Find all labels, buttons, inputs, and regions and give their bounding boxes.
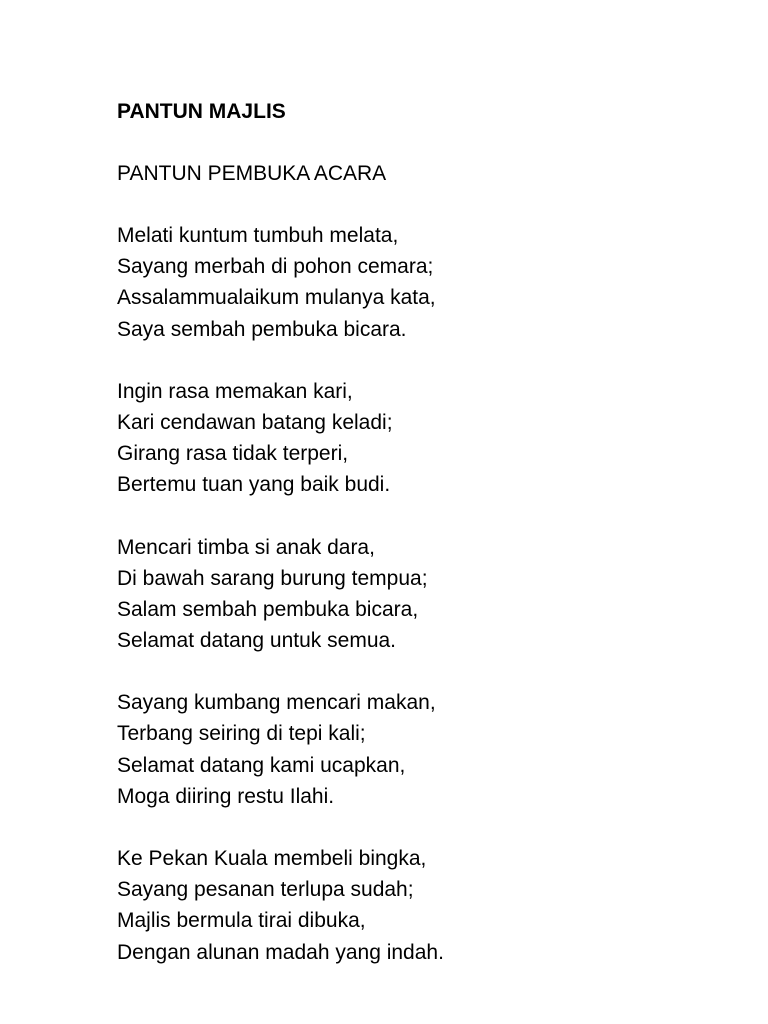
document-body — [117, 96, 737, 999]
stanza-line: Selamat datang kami ucapkan, — [117, 753, 406, 777]
stanza-line: Saya sembah pembuka bicara. — [117, 317, 407, 341]
stanza-1 — [117, 220, 737, 345]
stanza-line: Kari cendawan batang keladi; — [117, 410, 393, 434]
stanza-line: Majlis bermula tirai dibuka, — [117, 909, 366, 933]
stanza-line: Ke Pekan Kuala membeli bingka, — [117, 847, 427, 870]
stanza-line: Sayang pesanan terlupa sudah; — [117, 878, 414, 902]
stanza-2 — [117, 376, 737, 501]
stanza-line: Bertemu tuan yang baik budi. — [117, 473, 391, 497]
stanza-line: Girang rasa tidak terperi, — [117, 442, 349, 466]
stanza-list — [117, 220, 737, 968]
stanza-line: Terbang seiring di tepi kali; — [117, 722, 366, 746]
stanza-line: Salam sembah pembuka bicara, — [117, 597, 419, 621]
stanza-line: Mencari timba si anak dara, — [117, 535, 375, 559]
stanza-line: Moga diiring restu Ilahi. — [117, 784, 335, 808]
stanza-4 — [117, 687, 737, 812]
stanza-line: Melati kuntum tumbuh melata, — [117, 224, 399, 247]
stanza-line: Assalammualaikum mulanya kata, — [117, 286, 436, 310]
stanza-line: Di bawah sarang burung tempua; — [117, 566, 428, 590]
stanza-line: Sayang kumbang mencari makan, — [117, 691, 436, 715]
stanza-line: Selamat datang untuk semua. — [117, 629, 397, 653]
stanza-3 — [117, 532, 737, 657]
stanza-line: Ingin rasa memakan kari, — [117, 379, 353, 403]
stanza-5 — [117, 843, 737, 968]
stanza-line: Sayang merbah di pohon cemara; — [117, 255, 434, 279]
stanza-line: Dengan alunan madah yang indah. — [117, 940, 444, 964]
document-title: PANTUN MAJLIS — [117, 100, 286, 123]
section-heading: PANTUN PEMBUKA ACARA — [117, 162, 387, 185]
